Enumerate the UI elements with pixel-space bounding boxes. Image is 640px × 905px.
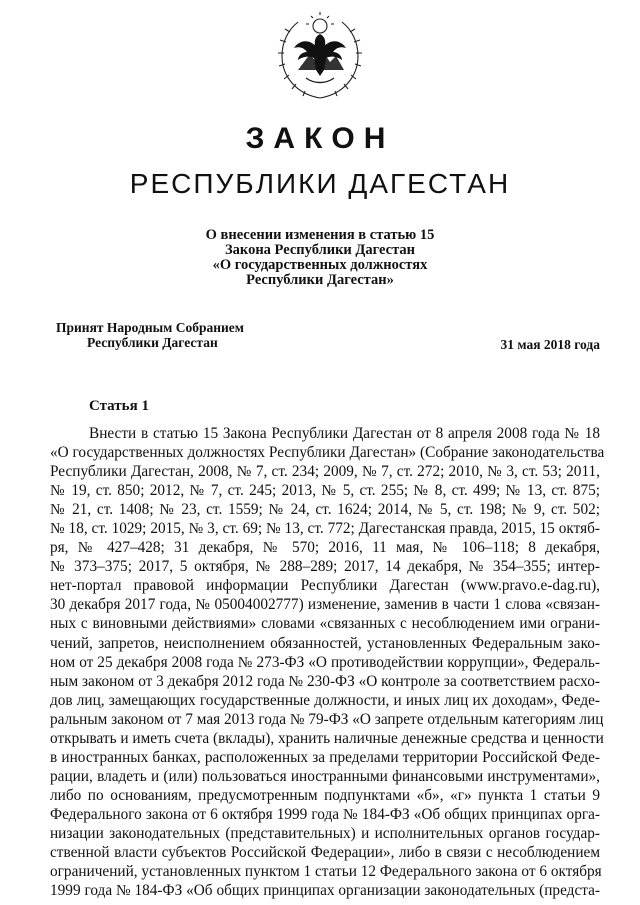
body-line: ограничений, установленных пунктом 1 статьи 12 Федерального закона от 6 октября — [50, 863, 602, 881]
coat-of-arms-emblem — [276, 12, 364, 102]
body-line: «О государственных должностях Республики Дагестан» (Собрание законодательства — [50, 444, 605, 462]
body-line: открывать и иметь счета (вклады), хранить наличные денежные средства и ценности — [50, 729, 604, 747]
body-line: № 21, ст. 1408; № 23, ст. 1559; № 24, ст. 1624; 2014, № 5, ст. 198; № 9, ст. 502; — [50, 501, 600, 519]
article-title: Статья 1 — [89, 398, 149, 414]
law-heading — [150, 228, 490, 288]
adoption-line-2: Республики Дагестан — [87, 335, 218, 350]
body-line: ственной власти субъектов Российской Федерации», либо в связи с несоблюдением — [50, 844, 600, 862]
body-line: 30 декабря 2017 года, № 05004002777) изменение, заменив в части 1 слова «связан- — [50, 596, 600, 614]
body-line: рации, владеть и (или) пользоваться иностранными финансовыми инструментами», — [50, 767, 600, 785]
heading-line: Закона Республики Дагестан — [225, 242, 415, 258]
body-line: ном от 25 декабря 2008 года № 273-ФЗ «О противодействии коррупции», Федераль- — [50, 653, 600, 671]
law-subtitle: РЕСПУБЛИКИ ДАГЕСТАН — [129, 168, 511, 199]
adoption-line-1: Принят Народным Собранием — [56, 320, 244, 335]
heading-line: Республики Дагестан» — [246, 272, 394, 288]
heading-line: О внесении изменения в статью 15 — [205, 227, 435, 243]
body-line: либо по основаниям, предусмотренным подпунктами «б», «г» пункта 1 статьи 9 — [50, 786, 600, 804]
body-line: дов лиц, замещающих государственные должности, и иных лиц их доходам», Феде- — [50, 691, 600, 709]
body-line: № 18, ст. 1029; 2015, № 3, ст. 69; № 13, ст. 772; Дагестанская правда, 2015, 15 октяб- — [50, 520, 600, 538]
article-body — [50, 424, 605, 900]
adoption-date: 31 мая 2018 года — [500, 337, 600, 352]
law-title: ЗАКОН — [245, 122, 395, 155]
body-line: Внести в статью 15 Закона Республики Дагестан от 8 апреля 2008 года № 18 — [89, 425, 600, 442]
body-line: низации законодательных (представительных) и исполнительных органов государ- — [50, 824, 600, 842]
body-line: в иностранных банках, расположенных за пределами территории Российской Феде- — [50, 748, 600, 766]
body-line: ным законом от 3 декабря 2012 года № 230-ФЗ «О контроле за соответствием расхо- — [50, 672, 600, 690]
body-line: Республики Дагестан, 2008, № 7, ст. 234; 2009, № 7, ст. 272; 2010, № 3, ст. 53; 2011, — [50, 463, 600, 481]
heading-line: «О государственных должностях — [212, 257, 428, 273]
body-line: ря, № 427–428; 31 декабря, № 570; 2016, 11 мая, № 106–118; 8 декабря, — [50, 539, 600, 557]
body-line: Федерального закона от 6 октября 1999 года № 184-ФЗ «Об общих принципах орга- — [50, 805, 600, 823]
body-line: 1999 года № 184-ФЗ «Об общих принципах организации законодательных (предста- — [50, 882, 600, 900]
body-line: чений, запретов, неисполнением обязанностей, установленных Федеральным зако- — [50, 634, 600, 652]
adoption-note — [56, 320, 244, 350]
body-line: № 373–375; 2017, 5 октября, № 288–289; 2017, 14 декабря, № 354–355; интер- — [50, 558, 600, 576]
body-line: ральным законом от 7 мая 2013 года № 79-ФЗ «О запрете отдельным категориям лиц — [50, 710, 604, 728]
body-line: нет-портал правовой информации Республики Дагестан (www.pravo.e-dag.ru), — [50, 577, 600, 595]
body-line: ных с виновными действиями» словами «связанных с несоблюдением ими ограни- — [50, 615, 600, 633]
body-line: № 19, ст. 850; 2012, № 7, ст. 245; 2013, № 5, ст. 255; № 8, ст. 499; № 13, ст. 875; — [50, 482, 600, 500]
